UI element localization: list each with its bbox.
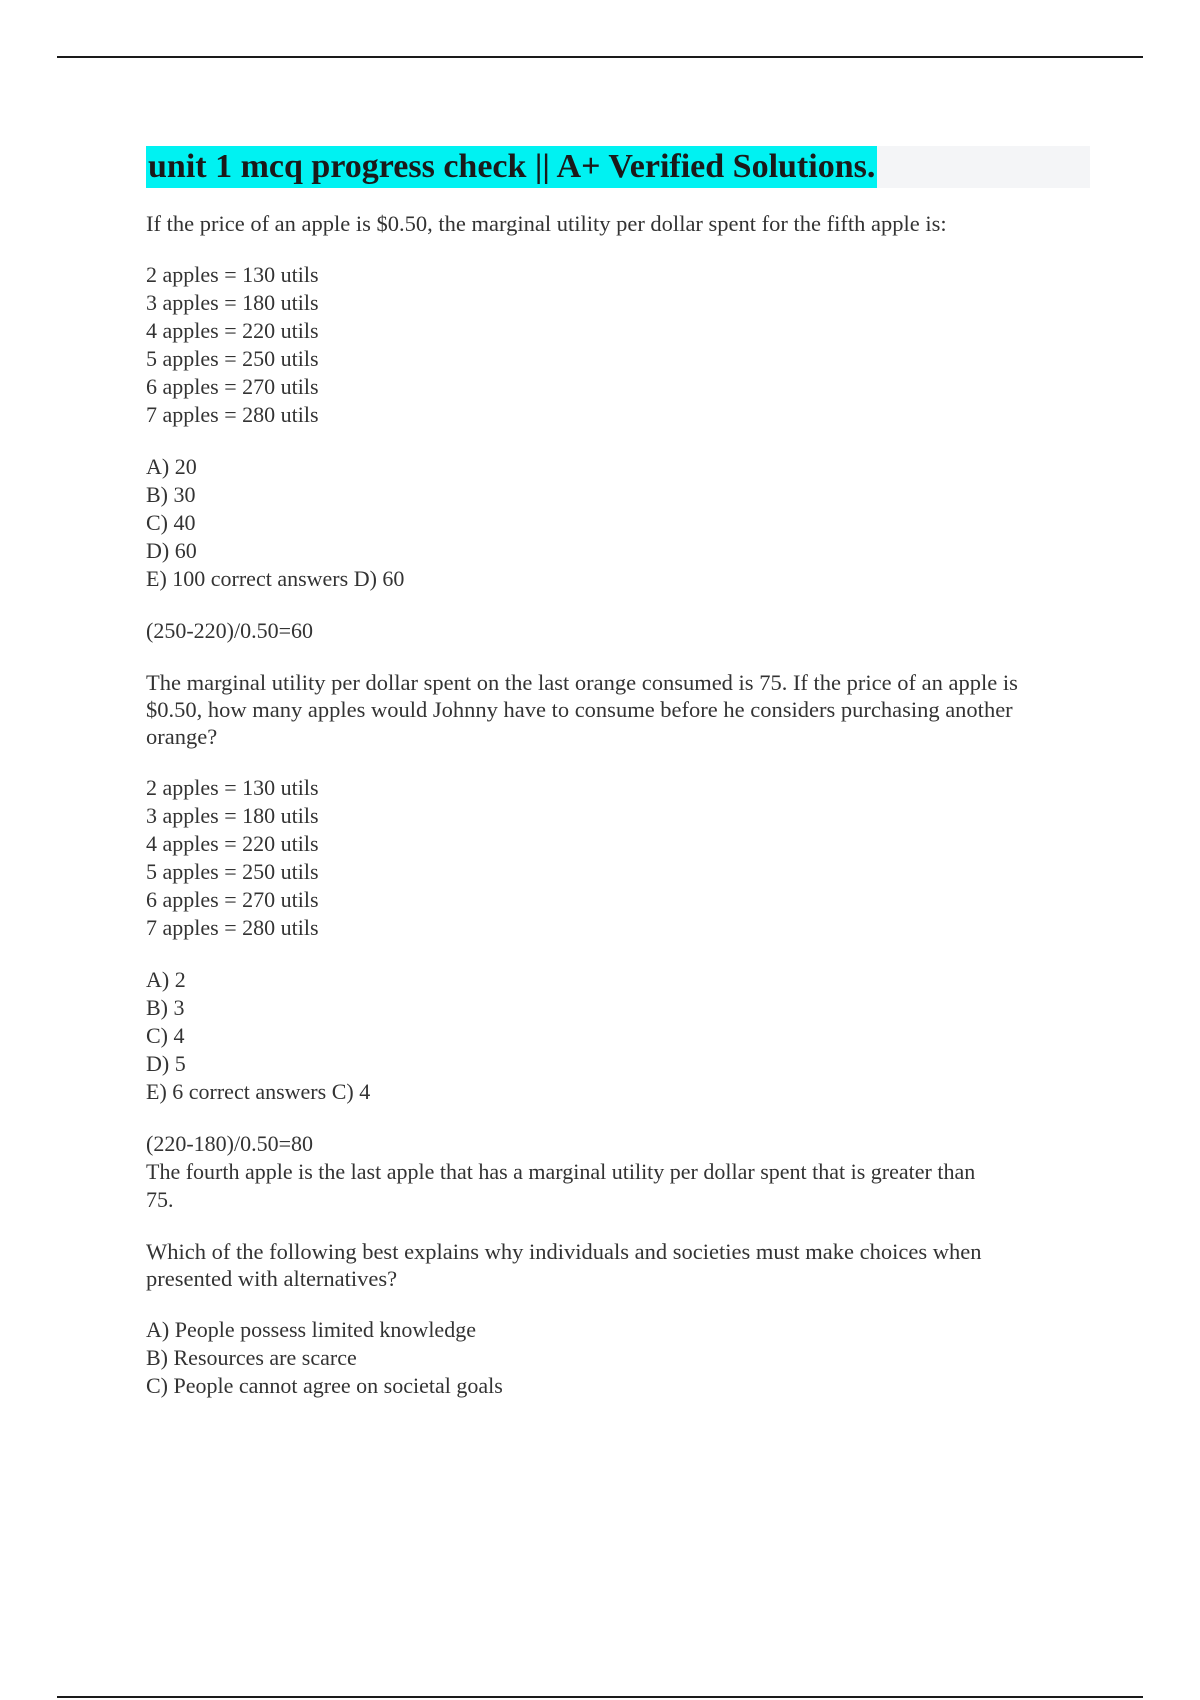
utility-row: 5 apples = 250 utils [146, 346, 319, 371]
answer-option: A) 2 [146, 967, 186, 992]
answer-option: B) 30 [146, 482, 196, 507]
answer-option: B) 3 [146, 995, 185, 1020]
utility-row: 4 apples = 220 utils [146, 831, 319, 856]
utility-row: 5 apples = 250 utils [146, 859, 319, 884]
utility-row: 7 apples = 280 utils [146, 915, 319, 940]
explanation-line: (250-220)/0.50=60 [146, 618, 313, 643]
utility-row: 2 apples = 130 utils [146, 775, 319, 800]
question-3-prompt-line: presented with alternatives? [146, 1266, 398, 1291]
answer-option: C) 4 [146, 1023, 185, 1048]
question-2-prompt-line: $0.50, how many apples would Johnny have to consume before he considers purchasing another [146, 697, 1013, 722]
answer-option: A) 20 [146, 454, 197, 479]
utility-row: 2 apples = 130 utils [146, 262, 319, 287]
question-2-utility-table [146, 774, 1090, 942]
utility-row: 4 apples = 220 utils [146, 318, 319, 343]
question-2-explanation [146, 1130, 1090, 1214]
utility-row: 3 apples = 180 utils [146, 290, 319, 315]
question-2-prompt-line: The marginal utility per dollar spent on the last orange consumed is 75. If the price of an apple is [146, 670, 1018, 695]
answer-option: A) People possess limited knowledge [146, 1317, 476, 1342]
question-1-options [146, 453, 1090, 593]
utility-row: 7 apples = 280 utils [146, 402, 319, 427]
utility-row: 6 apples = 270 utils [146, 887, 319, 912]
explanation-line: 75. [146, 1187, 174, 1212]
answer-option: D) 5 [146, 1051, 186, 1076]
explanation-line: The fourth apple is the last apple that has a marginal utility per dollar spent that is greater than [146, 1159, 976, 1184]
answer-option: C) 40 [146, 510, 196, 535]
question-1-prompt: If the price of an apple is $0.50, the marginal utility per dollar spent for the fifth apple is: [146, 211, 947, 236]
question-1-explanation [146, 617, 1090, 645]
document-page [146, 146, 1090, 1400]
question-3-prompt-line: Which of the following best explains why individuals and societies must make choices when [146, 1239, 982, 1264]
utility-row: 6 apples = 270 utils [146, 374, 319, 399]
bottom-rule [57, 1696, 1143, 1698]
document-title: unit 1 mcq progress check || A+ Verified Solutions. [146, 146, 877, 188]
answer-option: E) 100 correct answers D) 60 [146, 566, 405, 591]
question-1-utility-table [146, 261, 1090, 429]
question-2 [146, 669, 1090, 750]
utility-row: 3 apples = 180 utils [146, 803, 319, 828]
question-2-prompt-line: orange? [146, 724, 218, 749]
explanation-line: (220-180)/0.50=80 [146, 1131, 313, 1156]
question-3-options [146, 1316, 1090, 1400]
question-3 [146, 1238, 1090, 1292]
question-1 [146, 210, 1090, 237]
answer-option: D) 60 [146, 538, 197, 563]
top-rule [57, 56, 1143, 58]
answer-option: E) 6 correct answers C) 4 [146, 1079, 371, 1104]
title-band [146, 146, 1090, 188]
question-2-options [146, 966, 1090, 1106]
answer-option: B) Resources are scarce [146, 1345, 357, 1370]
answer-option: C) People cannot agree on societal goals [146, 1373, 503, 1398]
